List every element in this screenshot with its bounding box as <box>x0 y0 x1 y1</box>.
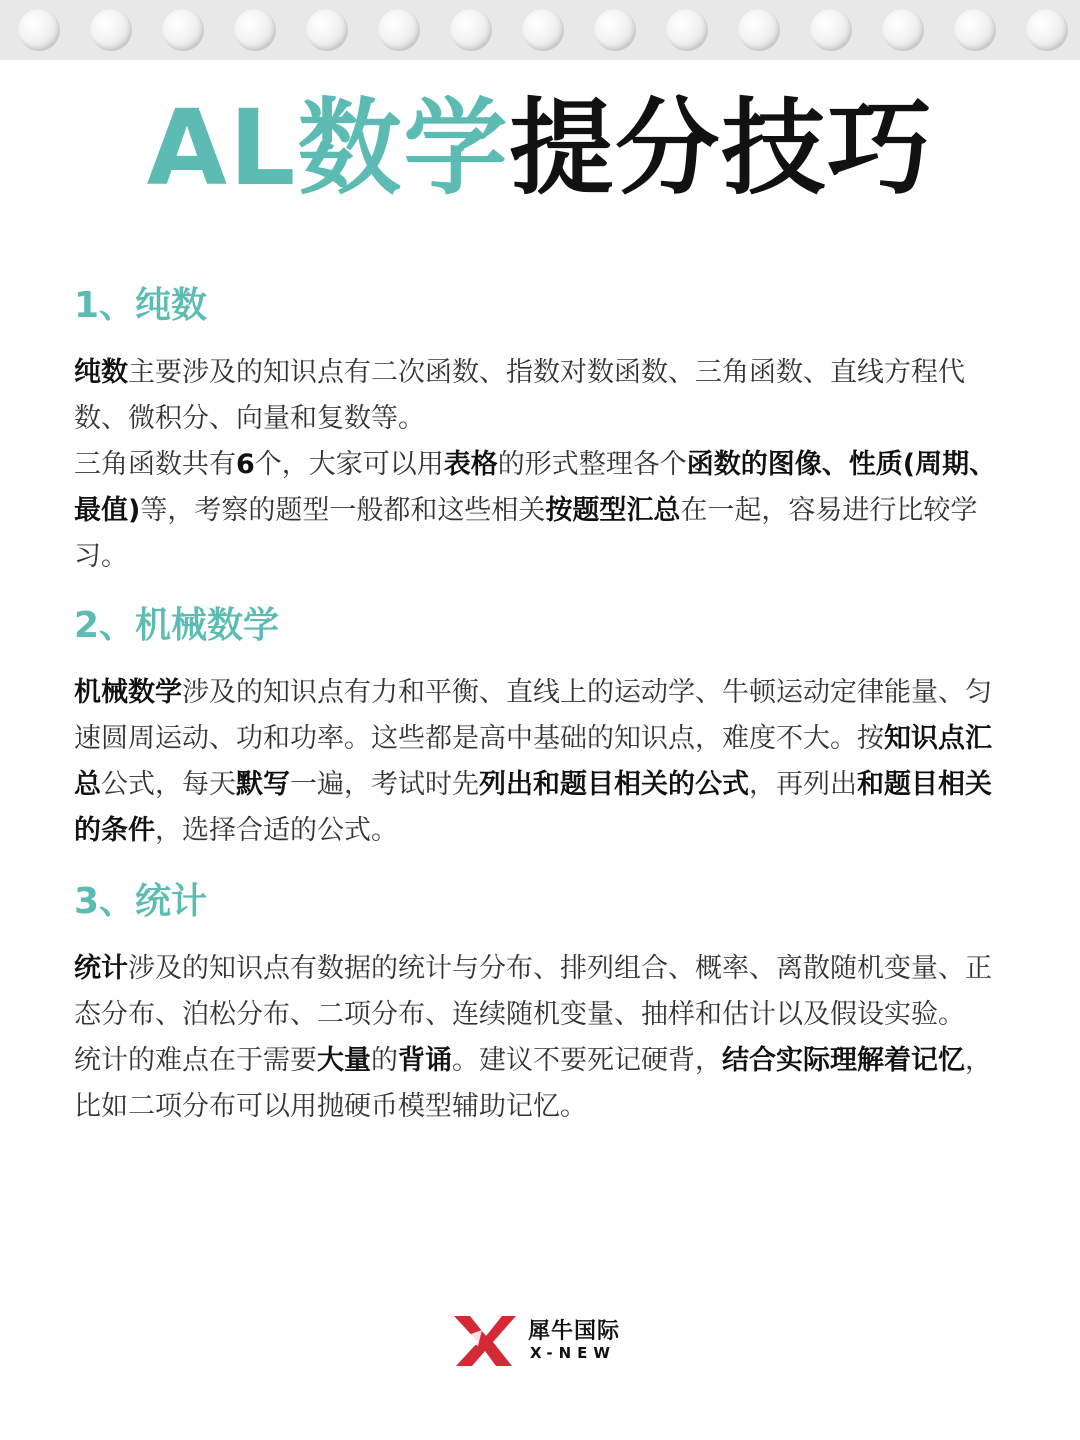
text-run: 等，考察的题型一般都和这些相关 <box>140 495 546 526</box>
section-paragraph <box>74 350 1014 442</box>
text-run: 统计的难点在于需要 <box>74 1045 317 1076</box>
text-run: 的形式整理各个 <box>497 449 687 480</box>
binder-ring <box>594 9 636 51</box>
logo-chinese-name: 犀牛国际 <box>528 1319 621 1344</box>
text-run: ，再列出 <box>749 769 857 800</box>
title-main: 提分技巧 <box>509 87 934 209</box>
binder-ring <box>450 9 492 51</box>
bold-text: 列出和题目相关的公式 <box>479 769 749 800</box>
text-run: 。建议不要死记硬背， <box>452 1045 722 1076</box>
section-heading: 1、纯数 <box>74 285 208 326</box>
bold-text: 背诵 <box>398 1045 452 1076</box>
bold-text: 6 <box>236 449 255 480</box>
bold-text: 按题型汇总 <box>545 495 681 526</box>
binder-ring-bar <box>0 0 1080 60</box>
text-run: 在一起，容易进行比较学习。 <box>74 495 978 572</box>
binder-ring <box>90 9 132 51</box>
section-paragraph <box>74 442 1014 580</box>
bold-text: 和题目相关的条件 <box>74 769 992 846</box>
title-accent: AL数学 <box>146 87 510 209</box>
text-run: 三角函数共有 <box>74 449 236 480</box>
x-new-logo-icon <box>452 1312 518 1368</box>
binder-ring <box>1026 9 1068 51</box>
bold-text: 表格 <box>443 449 498 480</box>
section-heading: 3、统计 <box>74 881 208 922</box>
binder-ring <box>18 9 60 51</box>
bold-text: 纯数 <box>74 357 128 388</box>
bold-text: 函数的图像、性质(周期、最值) <box>74 449 997 526</box>
section-paragraph <box>74 1038 1014 1130</box>
text-run: 主要涉及的知识点有二次函数、指数对数函数、三角函数、直线方程代数、微积分、向量和复数等。 <box>74 357 965 434</box>
binder-ring <box>522 9 564 51</box>
binder-ring <box>882 9 924 51</box>
section-statistics <box>74 874 1014 1130</box>
text-run: 涉及的知识点有数据的统计与分布、排列组合、概率、离散随机变量、正态分布、泊松分布、二项分布、连续随机变量、抽样和估计以及假设实验。 <box>74 953 992 1030</box>
binder-ring <box>738 9 780 51</box>
text-run: 一遍，考试时先 <box>290 769 479 800</box>
binder-ring <box>162 9 204 51</box>
binder-ring <box>378 9 420 51</box>
section-mechanics <box>74 598 1014 854</box>
binder-ring <box>234 9 276 51</box>
bold-text: 默写 <box>236 769 290 800</box>
bold-text: 机械数学 <box>74 677 182 708</box>
binder-ring <box>954 9 996 51</box>
text-run: 涉及的知识点有力和平衡、直线上的运动学、牛顿运动定律能量、匀速圆周运动、功和功率。这些都是高中基础的知识点，难度不大。按 <box>74 677 992 754</box>
text-run: ，选择合适的公式。 <box>155 815 398 846</box>
section-paragraph <box>74 946 1014 1038</box>
text-run: 的 <box>371 1045 398 1076</box>
text-run: 公式，每天 <box>101 769 236 800</box>
binder-ring <box>306 9 348 51</box>
section-paragraph <box>74 670 1014 854</box>
page-title <box>0 88 1080 208</box>
text-run: 个，大家可以用 <box>254 449 444 480</box>
binder-ring <box>666 9 708 51</box>
bold-text: 结合实际理解着记忆 <box>722 1045 965 1076</box>
binder-ring <box>810 9 852 51</box>
section-heading: 2、机械数学 <box>74 605 280 646</box>
section-pure-math <box>74 278 1014 580</box>
bold-text: 知识点汇总 <box>74 723 992 800</box>
brand-logo <box>452 1310 632 1370</box>
bold-text: 统计 <box>74 953 128 984</box>
logo-english-name: X-NEW <box>530 1344 616 1362</box>
bold-text: 大量 <box>317 1045 371 1076</box>
text-run: ，比如二项分布可以用抛硬币模型辅助记忆。 <box>74 1045 992 1122</box>
